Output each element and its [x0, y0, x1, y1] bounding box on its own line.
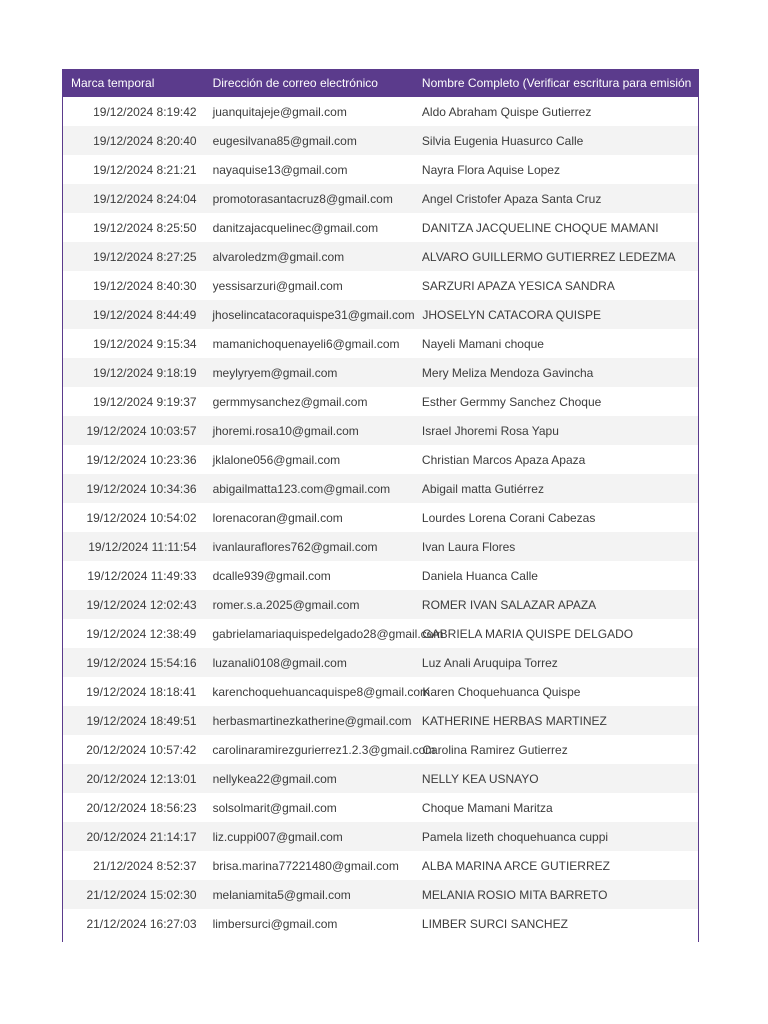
table-row[interactable] [63, 677, 698, 706]
cell-name[interactable]: Silvia Eugenia Huasurco Calle [421, 133, 584, 148]
cell-name[interactable]: Karen Choquehuanca Quispe [422, 684, 581, 699]
table-row[interactable] [63, 387, 698, 416]
cell-email[interactable]: yessisarzuri@gmail.com [212, 278, 343, 293]
cell-timestamp[interactable]: 20/12/2024 10:57:42 [86, 742, 197, 757]
cell-timestamp[interactable]: 19/12/2024 8:40:30 [93, 278, 197, 293]
cell-timestamp[interactable]: 19/12/2024 8:24:04 [93, 191, 197, 206]
cell-timestamp[interactable]: 19/12/2024 9:19:37 [93, 394, 197, 409]
table-row[interactable] [63, 445, 698, 474]
cell-name[interactable]: DANITZA JACQUELINE CHOQUE MAMANI [421, 220, 659, 235]
table-row[interactable] [63, 532, 698, 561]
cell-timestamp[interactable]: 21/12/2024 16:27:03 [86, 916, 197, 931]
cell-email[interactable]: jhoselincatacoraquispe31@gmail.com [212, 307, 415, 322]
table-row[interactable] [63, 648, 698, 677]
cell-timestamp[interactable]: 19/12/2024 8:25:50 [93, 220, 197, 235]
cell-email[interactable]: abigailmatta123.com@gmail.com [212, 481, 391, 496]
cell-timestamp[interactable]: 19/12/2024 11:11:54 [88, 539, 197, 554]
cell-email[interactable]: romer.s.a.2025@gmail.com [212, 597, 360, 612]
table-body [63, 97, 698, 938]
table-row[interactable] [63, 851, 698, 880]
cell-timestamp[interactable]: 19/12/2024 9:15:34 [93, 336, 197, 351]
table-row[interactable] [63, 909, 698, 938]
table-row[interactable] [63, 126, 698, 155]
cell-timestamp[interactable]: 19/12/2024 10:34:36 [86, 481, 197, 496]
cell-name[interactable]: Israel Jhoremi Rosa Yapu [421, 423, 559, 438]
cell-email[interactable]: nellykea22@gmail.com [212, 771, 337, 786]
cell-timestamp[interactable]: 19/12/2024 10:23:36 [86, 452, 197, 467]
cell-name[interactable]: ALBA MARINA ARCE GUTIERREZ [421, 858, 610, 873]
cell-timestamp[interactable]: 20/12/2024 18:56:23 [86, 800, 197, 815]
cell-timestamp[interactable]: 19/12/2024 11:49:33 [87, 568, 197, 583]
table-row[interactable] [63, 155, 698, 184]
table-row[interactable] [63, 706, 698, 735]
cell-name[interactable]: Ivan Laura Flores [421, 539, 516, 554]
cell-timestamp[interactable]: 19/12/2024 12:02:43 [86, 597, 197, 612]
cell-name[interactable]: Aldo Abraham Quispe Gutierrez [421, 104, 592, 119]
cell-email[interactable]: danitzajacquelinec@gmail.com [212, 220, 379, 235]
cell-timestamp[interactable]: 21/12/2024 8:52:37 [93, 858, 197, 873]
table-row[interactable] [63, 97, 698, 126]
cell-name[interactable]: ALVARO GUILLERMO GUTIERREZ LEDEZMA [421, 249, 676, 264]
cell-timestamp[interactable]: 19/12/2024 9:18:19 [93, 365, 197, 380]
cell-timestamp[interactable]: 19/12/2024 18:49:51 [86, 713, 197, 728]
table-row[interactable] [63, 561, 698, 590]
cell-timestamp[interactable]: 19/12/2024 15:54:16 [86, 655, 197, 670]
cell-name[interactable]: Nayra Flora Aquise Lopez [421, 162, 560, 177]
cell-email[interactable]: jhoremi.rosa10@gmail.com [212, 423, 359, 438]
cell-name[interactable]: NELLY KEA USNAYO [421, 771, 539, 786]
table-row[interactable] [63, 416, 698, 445]
cell-timestamp[interactable]: 19/12/2024 8:20:40 [93, 133, 197, 148]
cell-email[interactable]: limbersurci@gmail.com [212, 916, 338, 931]
table-row[interactable] [63, 213, 698, 242]
cell-name[interactable]: ROMER IVAN SALAZAR APAZA [421, 597, 597, 612]
cell-name[interactable]: Choque Mamani Maritza [421, 800, 553, 815]
cell-email[interactable]: lorenacoran@gmail.com [212, 510, 343, 525]
cell-name[interactable]: Lourdes Lorena Corani Cabezas [421, 510, 596, 525]
cell-name[interactable]: MELANIA ROSIO MITA BARRETO [421, 887, 608, 902]
cell-name[interactable]: JHOSELYN CATACORA QUISPE [422, 307, 602, 322]
cell-email[interactable]: alvaroledzm@gmail.com [212, 249, 345, 264]
table-row[interactable] [63, 764, 698, 793]
cell-email[interactable]: promotorasantacruz8@gmail.com [212, 191, 393, 206]
table-row[interactable] [63, 735, 698, 764]
cell-timestamp[interactable]: 20/12/2024 21:14:17 [86, 829, 197, 844]
cell-email[interactable]: solsolmarit@gmail.com [212, 800, 337, 815]
table-row[interactable] [63, 590, 698, 619]
column-header-email[interactable]: Dirección de correo electrónico [212, 76, 378, 90]
table-row[interactable] [63, 880, 698, 909]
table-row[interactable] [63, 474, 698, 503]
cell-name[interactable]: Daniela Huanca Calle [421, 568, 538, 583]
cell-name[interactable]: GABRIELA MARIA QUISPE DELGADO [422, 626, 634, 641]
column-header-name[interactable]: Nombre Completo (Verificar escritura para emisión [421, 76, 692, 90]
cell-email[interactable]: ivanlauraflores762@gmail.com [212, 539, 378, 554]
cell-email[interactable]: herbasmartinezkatherine@gmail.com [212, 713, 412, 728]
table-row[interactable] [63, 793, 698, 822]
cell-email[interactable]: eugesilvana85@gmail.com [212, 133, 357, 148]
cell-name[interactable]: KATHERINE HERBAS MARTINEZ [421, 713, 607, 728]
cell-email[interactable]: carolinaramirezgurierrez1.2.3@gmail.com [212, 742, 436, 757]
cell-timestamp[interactable]: 19/12/2024 8:44:49 [92, 307, 197, 322]
cell-timestamp[interactable]: 19/12/2024 8:21:21 [93, 162, 197, 177]
cell-email[interactable]: juanquitajeje@gmail.com [212, 104, 347, 119]
cell-email[interactable]: liz.cuppi007@gmail.com [212, 829, 343, 844]
table-row[interactable] [63, 503, 698, 532]
spreadsheet-table [62, 69, 699, 942]
cell-timestamp[interactable]: 20/12/2024 12:13:01 [86, 771, 197, 786]
cell-email[interactable]: jklalone056@gmail.com [212, 452, 341, 467]
cell-timestamp[interactable]: 19/12/2024 10:03:57 [86, 423, 197, 438]
cell-name[interactable]: Esther Germmy Sanchez Choque [421, 394, 602, 409]
cell-name[interactable]: Christian Marcos Apaza Apaza [421, 452, 586, 467]
table-row[interactable] [63, 329, 698, 358]
cell-email[interactable]: nayaquise13@gmail.com [212, 162, 348, 177]
cell-name[interactable]: Pamela lizeth choquehuanca cuppi [421, 829, 609, 844]
cell-timestamp[interactable]: 19/12/2024 8:27:25 [93, 249, 197, 264]
table-row[interactable] [63, 271, 698, 300]
cell-name[interactable]: Abigail matta Gutiérrez [421, 481, 544, 496]
cell-timestamp[interactable]: 19/12/2024 8:19:42 [93, 104, 197, 119]
cell-timestamp[interactable]: 19/12/2024 18:18:41 [86, 684, 197, 699]
table-row[interactable] [63, 300, 698, 329]
cell-email[interactable]: germmysanchez@gmail.com [212, 394, 368, 409]
table-header-row [63, 69, 698, 97]
cell-name[interactable]: LIMBER SURCI SANCHEZ [421, 916, 568, 931]
cell-timestamp[interactable]: 21/12/2024 15:02:30 [86, 887, 197, 902]
cell-name[interactable]: Luz Anali Aruquipa Torrez [421, 655, 558, 670]
cell-email[interactable]: gabrielamariaquispedelgado28@gmail.com [212, 626, 444, 641]
cell-email[interactable]: dcalle939@gmail.com [212, 568, 331, 583]
cell-name[interactable]: Mery Meliza Mendoza Gavincha [421, 365, 594, 380]
cell-timestamp[interactable]: 19/12/2024 10:54:02 [86, 510, 197, 525]
cell-name[interactable]: Carolina Ramirez Gutierrez [422, 742, 568, 757]
table-row[interactable] [63, 242, 698, 271]
cell-timestamp[interactable]: 19/12/2024 12:38:49 [86, 626, 197, 641]
cell-name[interactable]: SARZURI APAZA YESICA SANDRA [421, 278, 615, 293]
cell-email[interactable]: brisa.marina77221480@gmail.com [212, 858, 399, 873]
cell-email[interactable]: luzanali0108@gmail.com [212, 655, 347, 670]
cell-email[interactable]: melaniamita5@gmail.com [212, 887, 351, 902]
table-row[interactable] [63, 358, 698, 387]
cell-email[interactable]: karenchoquehuancaquispe8@gmail.com [212, 684, 430, 699]
cell-email[interactable]: mamanichoquenayeli6@gmail.com [212, 336, 400, 351]
column-header-timestamp[interactable]: Marca temporal [71, 76, 155, 90]
table-row[interactable] [63, 822, 698, 851]
cell-name[interactable]: Angel Cristofer Apaza Santa Cruz [421, 191, 602, 206]
cell-name[interactable]: Nayeli Mamani choque [421, 336, 544, 351]
cell-email[interactable]: meylyryem@gmail.com [212, 365, 338, 380]
table-row[interactable] [63, 184, 698, 213]
table-row[interactable] [63, 619, 698, 648]
